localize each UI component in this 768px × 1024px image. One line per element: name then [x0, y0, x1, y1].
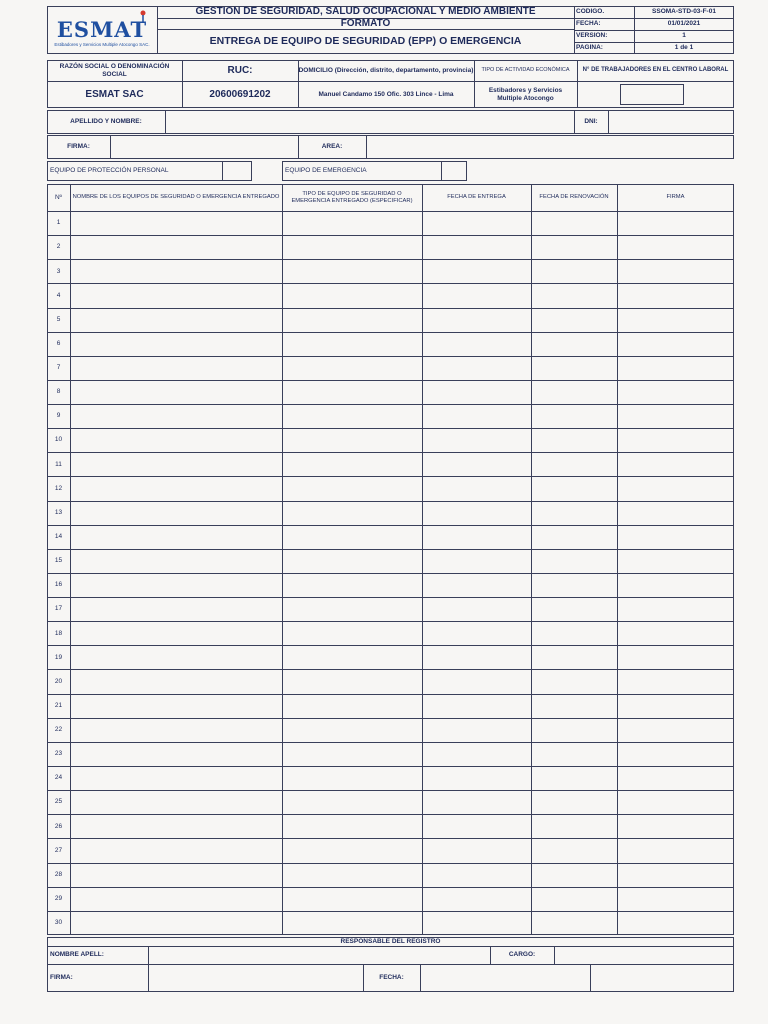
row-number: 3	[56, 267, 61, 275]
footer-fecha-input[interactable]	[421, 965, 589, 991]
row-number: 30	[54, 919, 63, 927]
row-fecha-entrega-field[interactable]	[423, 864, 530, 886]
row-nombre-field[interactable]	[71, 743, 281, 765]
row-fecha-renovacion-field[interactable]	[532, 357, 616, 379]
meta-codigo-label: CODIGO.	[576, 8, 605, 16]
row-nombre-field[interactable]	[71, 309, 281, 331]
row-fecha-renovacion-field[interactable]	[532, 767, 616, 789]
row-number: 13	[54, 508, 63, 516]
row-firma-field[interactable]	[618, 212, 733, 234]
col-header-nombre: NOMBRE DE LOS EQUIPOS DE SEGURIDAD O EMERGENCIA ENTREGADO	[72, 194, 280, 201]
row-fecha-entrega-field[interactable]	[423, 695, 530, 717]
col-header-num: Nº	[54, 193, 63, 201]
row-fecha-entrega-field[interactable]	[423, 839, 530, 861]
firma-input[interactable]	[111, 136, 297, 158]
row-fecha-entrega-field[interactable]	[423, 502, 530, 524]
row-firma-field[interactable]	[618, 574, 733, 596]
row-number: 10	[54, 436, 63, 444]
domicilio-label: DOMICILIO (Dirección, distrito, departamento, provincia)	[298, 66, 474, 74]
row-tipo-field[interactable]	[283, 550, 421, 572]
row-fecha-renovacion-field[interactable]	[532, 719, 616, 741]
row-fecha-entrega-field[interactable]	[423, 598, 530, 620]
row-nombre-field[interactable]	[71, 912, 281, 934]
row-tipo-field[interactable]	[283, 622, 421, 644]
row-nombre-field[interactable]	[71, 864, 281, 886]
row-fecha-entrega-field[interactable]	[423, 888, 530, 910]
row-firma-field[interactable]	[618, 864, 733, 886]
logo-subtitle: Estibadores y Servicios Multiple Atocongo SAC.	[54, 42, 150, 48]
row-nombre-field[interactable]	[71, 767, 281, 789]
row-nombre-field[interactable]	[71, 646, 281, 668]
row-tipo-field[interactable]	[283, 646, 421, 668]
row-tipo-field[interactable]	[283, 526, 421, 548]
meta-codigo-value: SSOMA-STD-03-F-01	[652, 8, 716, 16]
row-tipo-field[interactable]	[283, 839, 421, 861]
row-fecha-renovacion-field[interactable]	[532, 695, 616, 717]
row-fecha-entrega-field[interactable]	[423, 646, 530, 668]
row-nombre-field[interactable]	[71, 260, 281, 282]
row-number: 27	[54, 846, 63, 854]
row-firma-field[interactable]	[618, 502, 733, 524]
row-number: 1	[56, 219, 61, 227]
cargo-input[interactable]	[555, 947, 733, 963]
row-firma-field[interactable]	[618, 453, 733, 475]
area-label: AREA:	[321, 143, 343, 151]
trabajadores-label: N° DE TRABAJADORES EN EL CENTRO LABORAL	[582, 67, 729, 74]
nombre-apell-input[interactable]	[149, 947, 489, 963]
row-fecha-renovacion-field[interactable]	[532, 864, 616, 886]
row-tipo-field[interactable]	[283, 453, 421, 475]
row-nombre-field[interactable]	[71, 333, 281, 355]
meta-version-label: VERSION:	[576, 32, 608, 40]
row-firma-field[interactable]	[618, 912, 733, 934]
row-fecha-entrega-field[interactable]	[423, 260, 530, 282]
actividad-value: Estibadores y Servicios Multiple Atocongo	[488, 87, 563, 102]
row-nombre-field[interactable]	[71, 622, 281, 644]
footer-firma-label: FIRMA:	[50, 974, 73, 982]
row-number: 18	[54, 629, 63, 637]
row-fecha-renovacion-field[interactable]	[532, 598, 616, 620]
row-fecha-renovacion-field[interactable]	[532, 381, 616, 403]
title-line-2: FORMATO	[340, 17, 391, 29]
row-fecha-renovacion-field[interactable]	[532, 236, 616, 258]
col-header-fecha-entrega: FECHA DE ENTREGA	[447, 194, 506, 201]
row-tipo-field[interactable]	[283, 381, 421, 403]
row-firma-field[interactable]	[618, 622, 733, 644]
row-fecha-renovacion-field[interactable]	[532, 309, 616, 331]
row-fecha-renovacion-field[interactable]	[532, 670, 616, 692]
row-number: 15	[54, 557, 63, 565]
nombre-apell-label: NOMBRE APELL:	[50, 951, 104, 959]
row-tipo-field[interactable]	[283, 212, 421, 234]
row-tipo-field[interactable]	[283, 357, 421, 379]
meta-pagina-label: PAGINA:	[576, 44, 603, 52]
ruc-label: RUC:	[227, 64, 253, 76]
row-tipo-field[interactable]	[283, 695, 421, 717]
row-tipo-field[interactable]	[283, 767, 421, 789]
row-number: 7	[56, 364, 61, 372]
row-fecha-renovacion-field[interactable]	[532, 791, 616, 813]
dni-input[interactable]	[609, 111, 733, 133]
col-header-fecha-renovacion: FECHA DE RENOVACIÓN	[539, 194, 609, 201]
apellido-input[interactable]	[166, 111, 573, 133]
row-nombre-field[interactable]	[71, 502, 281, 524]
emergencia-label: EQUIPO DE EMERGENCIA	[285, 167, 367, 175]
responsable-label: RESPONSABLE DEL REGISTRO	[340, 937, 441, 945]
row-tipo-field[interactable]	[283, 912, 421, 934]
title-line-3: ENTREGA DE EQUIPO DE SEGURIDAD (EPP) O EMERGENCIA	[209, 35, 522, 48]
row-firma-field[interactable]	[618, 839, 733, 861]
row-tipo-field[interactable]	[283, 743, 421, 765]
row-tipo-field[interactable]	[283, 429, 421, 451]
row-firma-field[interactable]	[618, 381, 733, 403]
row-number: 16	[54, 581, 63, 589]
row-firma-field[interactable]	[618, 526, 733, 548]
row-tipo-field[interactable]	[283, 670, 421, 692]
row-number: 22	[54, 726, 63, 734]
actividad-label: TIPO DE ACTIVIDAD ECONÓMICA	[481, 67, 570, 74]
row-number: 9	[56, 412, 61, 420]
row-tipo-field[interactable]	[283, 477, 421, 499]
row-nombre-field[interactable]	[71, 357, 281, 379]
row-nombre-field[interactable]	[71, 670, 281, 692]
row-fecha-entrega-field[interactable]	[423, 429, 530, 451]
row-fecha-renovacion-field[interactable]	[532, 405, 616, 427]
row-nombre-field[interactable]	[71, 429, 281, 451]
row-nombre-field[interactable]	[71, 550, 281, 572]
meta-fecha-label: FECHA:	[576, 20, 601, 28]
row-firma-field[interactable]	[618, 815, 733, 837]
logo-text: ESMAT	[56, 17, 148, 43]
row-fecha-entrega-field[interactable]	[423, 550, 530, 572]
area-input[interactable]	[367, 136, 733, 158]
emergencia-checkbox[interactable]	[442, 162, 466, 180]
row-firma-field[interactable]	[618, 719, 733, 741]
row-number: 29	[54, 894, 63, 902]
row-firma-field[interactable]	[618, 550, 733, 572]
row-tipo-field[interactable]	[283, 791, 421, 813]
row-number: 4	[56, 291, 61, 299]
epp-label: EQUIPO DE PROTECCIÓN PERSONAL	[50, 167, 169, 175]
domicilio-value: Manuel Candamo 150 Ofic. 303 Lince - Lima	[318, 90, 454, 98]
row-firma-field[interactable]	[618, 670, 733, 692]
row-tipo-field[interactable]	[283, 502, 421, 524]
row-fecha-renovacion-field[interactable]	[532, 646, 616, 668]
row-number: 26	[54, 822, 63, 830]
trabajadores-value-field[interactable]	[620, 84, 684, 105]
row-fecha-renovacion-field[interactable]	[532, 526, 616, 548]
row-nombre-field[interactable]	[71, 815, 281, 837]
row-fecha-renovacion-field[interactable]	[532, 912, 616, 934]
company-logo	[48, 7, 156, 53]
row-firma-field[interactable]	[618, 888, 733, 910]
row-number: 21	[54, 701, 63, 709]
row-fecha-entrega-field[interactable]	[423, 526, 530, 548]
row-fecha-entrega-field[interactable]	[423, 719, 530, 741]
row-nombre-field[interactable]	[71, 284, 281, 306]
row-nombre-field[interactable]	[71, 839, 281, 861]
row-number: 2	[56, 243, 61, 251]
row-fecha-entrega-field[interactable]	[423, 791, 530, 813]
row-firma-field[interactable]	[618, 309, 733, 331]
row-fecha-renovacion-field[interactable]	[532, 574, 616, 596]
row-tipo-field[interactable]	[283, 309, 421, 331]
row-tipo-field[interactable]	[283, 333, 421, 355]
row-tipo-field[interactable]	[283, 598, 421, 620]
firma-label: FIRMA:	[67, 143, 90, 151]
row-fecha-entrega-field[interactable]	[423, 453, 530, 475]
row-firma-field[interactable]	[618, 767, 733, 789]
title-line-1: GESTION DE SEGURIDAD, SALUD OCUPACIONAL Y MEDIO AMBIENTE	[195, 6, 536, 18]
meta-version-value: 1	[682, 32, 686, 40]
razon-social-value: ESMAT SAC	[85, 88, 144, 100]
row-fecha-entrega-field[interactable]	[423, 743, 530, 765]
row-number: 8	[56, 388, 61, 396]
row-number: 12	[54, 484, 63, 492]
row-tipo-field[interactable]	[283, 864, 421, 886]
row-tipo-field[interactable]	[283, 815, 421, 837]
row-fecha-renovacion-field[interactable]	[532, 622, 616, 644]
row-nombre-field[interactable]	[71, 236, 281, 258]
row-fecha-entrega-field[interactable]	[423, 333, 530, 355]
row-tipo-field[interactable]	[283, 574, 421, 596]
row-fecha-renovacion-field[interactable]	[532, 502, 616, 524]
row-fecha-renovacion-field[interactable]	[532, 212, 616, 234]
row-firma-field[interactable]	[618, 598, 733, 620]
row-fecha-renovacion-field[interactable]	[532, 888, 616, 910]
row-fecha-renovacion-field[interactable]	[532, 333, 616, 355]
row-firma-field[interactable]	[618, 405, 733, 427]
row-firma-field[interactable]	[618, 646, 733, 668]
row-nombre-field[interactable]	[71, 477, 281, 499]
row-tipo-field[interactable]	[283, 405, 421, 427]
row-tipo-field[interactable]	[283, 888, 421, 910]
row-fecha-entrega-field[interactable]	[423, 357, 530, 379]
cargo-label: CARGO:	[508, 951, 536, 959]
row-fecha-entrega-field[interactable]	[423, 381, 530, 403]
row-fecha-entrega-field[interactable]	[423, 912, 530, 934]
meta-fecha-value: 01/01/2021	[667, 20, 701, 28]
row-number: 20	[54, 677, 63, 685]
footer-fecha-label: FECHA:	[379, 974, 404, 982]
row-firma-field[interactable]	[618, 791, 733, 813]
row-number: 23	[54, 750, 63, 758]
ruc-value: 20600691202	[209, 88, 271, 100]
apellido-label: APELLIDO Y NOMBRE:	[70, 118, 142, 126]
row-nombre-field[interactable]	[71, 405, 281, 427]
row-nombre-field[interactable]	[71, 212, 281, 234]
row-fecha-entrega-field[interactable]	[423, 670, 530, 692]
row-nombre-field[interactable]	[71, 888, 281, 910]
razon-social-label: RAZÓN SOCIAL O DENOMINACIÓN SOCIAL	[59, 63, 170, 78]
row-nombre-field[interactable]	[71, 598, 281, 620]
row-fecha-renovacion-field[interactable]	[532, 477, 616, 499]
row-firma-field[interactable]	[618, 284, 733, 306]
row-firma-field[interactable]	[618, 695, 733, 717]
row-fecha-renovacion-field[interactable]	[532, 550, 616, 572]
row-fecha-renovacion-field[interactable]	[532, 284, 616, 306]
row-fecha-renovacion-field[interactable]	[532, 815, 616, 837]
row-number: 5	[56, 315, 61, 323]
row-number: 25	[54, 798, 63, 806]
logo-mark-icon	[138, 10, 148, 22]
row-number: 14	[54, 533, 63, 541]
footer-firma-input[interactable]	[149, 965, 362, 991]
row-nombre-field[interactable]	[71, 791, 281, 813]
row-nombre-field[interactable]	[71, 695, 281, 717]
row-fecha-renovacion-field[interactable]	[532, 839, 616, 861]
epp-checkbox[interactable]	[223, 162, 251, 180]
row-firma-field[interactable]	[618, 260, 733, 282]
row-fecha-renovacion-field[interactable]	[532, 453, 616, 475]
row-nombre-field[interactable]	[71, 719, 281, 741]
row-number: 19	[54, 653, 63, 661]
row-fecha-entrega-field[interactable]	[423, 574, 530, 596]
row-number: 28	[54, 870, 63, 878]
row-firma-field[interactable]	[618, 477, 733, 499]
row-fecha-entrega-field[interactable]	[423, 309, 530, 331]
row-nombre-field[interactable]	[71, 526, 281, 548]
row-firma-field[interactable]	[618, 743, 733, 765]
row-firma-field[interactable]	[618, 357, 733, 379]
row-fecha-entrega-field[interactable]	[423, 767, 530, 789]
dni-label: DNI:	[584, 118, 598, 126]
row-nombre-field[interactable]	[71, 574, 281, 596]
row-number: 17	[54, 605, 63, 613]
row-fecha-renovacion-field[interactable]	[532, 429, 616, 451]
row-number: 24	[54, 774, 63, 782]
row-firma-field[interactable]	[618, 236, 733, 258]
row-fecha-renovacion-field[interactable]	[532, 743, 616, 765]
row-tipo-field[interactable]	[283, 236, 421, 258]
row-fecha-entrega-field[interactable]	[423, 622, 530, 644]
row-firma-field[interactable]	[618, 333, 733, 355]
row-fecha-entrega-field[interactable]	[423, 236, 530, 258]
meta-pagina-value: 1 de 1	[674, 44, 694, 52]
row-nombre-field[interactable]	[71, 453, 281, 475]
row-tipo-field[interactable]	[283, 284, 421, 306]
row-fecha-entrega-field[interactable]	[423, 284, 530, 306]
col-header-firma: FIRMA	[666, 194, 685, 201]
row-nombre-field[interactable]	[71, 381, 281, 403]
row-fecha-entrega-field[interactable]	[423, 815, 530, 837]
row-number: 6	[56, 339, 61, 347]
row-firma-field[interactable]	[618, 429, 733, 451]
row-fecha-renovacion-field[interactable]	[532, 260, 616, 282]
row-tipo-field[interactable]	[283, 719, 421, 741]
row-tipo-field[interactable]	[283, 260, 421, 282]
row-fecha-entrega-field[interactable]	[423, 477, 530, 499]
row-fecha-entrega-field[interactable]	[423, 212, 530, 234]
col-header-tipo: TIPO DE EQUIPO DE SEGURIDAD O EMERGENCIA ENTREGADO (ESPECIFICAR)	[291, 190, 413, 204]
row-number: 11	[55, 460, 62, 468]
row-fecha-entrega-field[interactable]	[423, 405, 530, 427]
